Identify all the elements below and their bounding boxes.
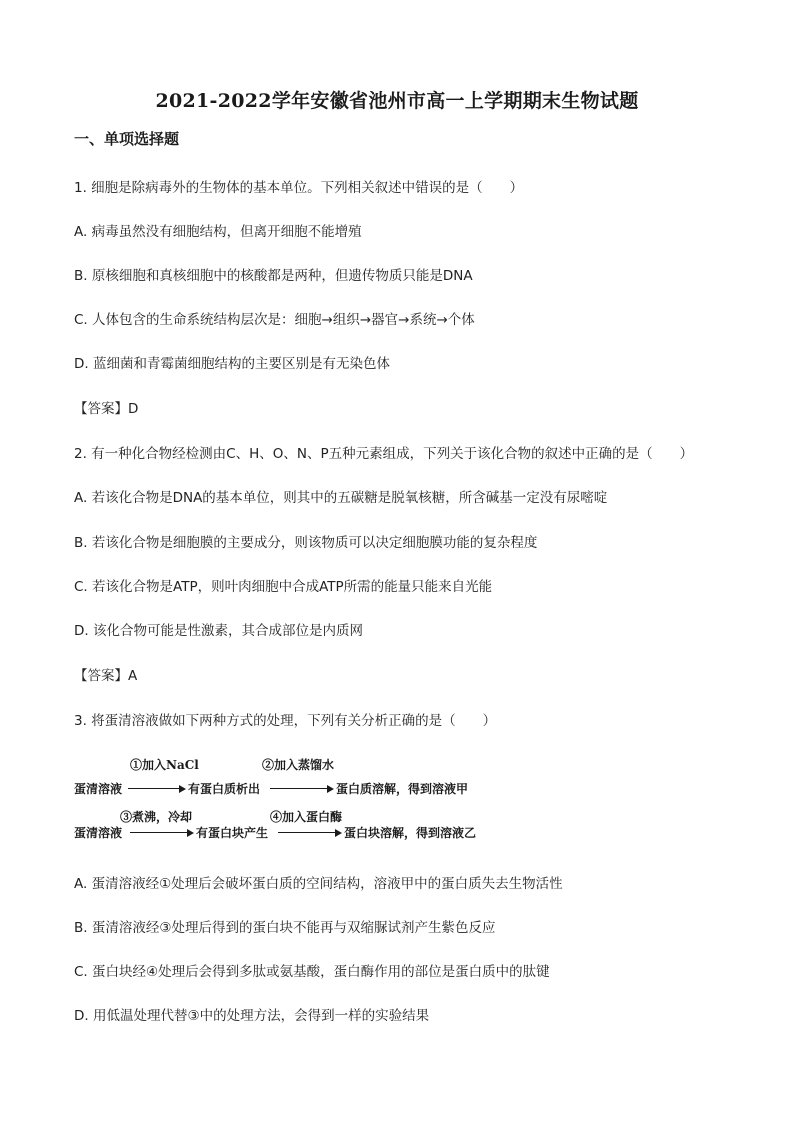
question-1-option-c: C. 人体包含的生命系统结构层次是：细胞→组织→器官→系统→个体 bbox=[74, 312, 475, 328]
question-1-option-d: D. 蓝细菌和青霉菌细胞结构的主要区别是有无染色体 bbox=[74, 356, 390, 372]
diagram-row2-arrow-2 bbox=[278, 832, 340, 833]
diagram-row1-start: 蛋清溶液 bbox=[74, 782, 123, 796]
question-3-option-d: D. 用低温处理代替③中的处理方法，会得到一样的实验结果 bbox=[74, 1008, 430, 1024]
question-2-stem: 2. 有一种化合物经检测由C、H、O、N、P五种元素组成，下列关于该化合物的叙述中正确的是（ ） bbox=[74, 446, 694, 462]
question-2-option-a: A. 若该化合物是DNA的基本单位，则其中的五碳糖是脱氧核糖，所含碱基一定没有尿嘧啶 bbox=[74, 490, 608, 506]
diagram-row2-start: 蛋清溶液 bbox=[74, 826, 123, 840]
diagram-row1-step1-label: ①加入NaCl bbox=[130, 758, 199, 772]
question-2-option-b: B. 若该化合物是细胞膜的主要成分，则该物质可以决定细胞膜功能的复杂程度 bbox=[74, 535, 538, 551]
question-2-option-c: C. 若该化合物是ATP，则叶肉细胞中合成ATP所需的能量只能来自光能 bbox=[74, 579, 493, 595]
question-1-stem: 1. 细胞是除病毒外的生物体的基本单位。下列相关叙述中错误的是（ ） bbox=[74, 180, 524, 196]
question-3-stem: 3. 将蛋清溶液做如下两种方式的处理，下列有关分析正确的是（ ） bbox=[74, 713, 497, 729]
diagram-row1-step2-label: ②加入蒸馏水 bbox=[262, 758, 335, 772]
question-1-option-b: B. 原核细胞和真核细胞中的核酸都是两种，但遗传物质只能是DNA bbox=[74, 268, 473, 284]
question-2-option-d: D. 该化合物可能是性激素，其合成部位是内质网 bbox=[74, 623, 363, 639]
question-3-option-a: A. 蛋清溶液经①处理后会破坏蛋白质的空间结构，溶液甲中的蛋白质失去生物活性 bbox=[74, 876, 563, 892]
diagram-row2-step2-label: ④加入蛋白酶 bbox=[270, 810, 343, 824]
question-1-answer: 【答案】D bbox=[74, 401, 139, 417]
diagram-row2-arrow-1 bbox=[130, 832, 192, 833]
question-1-option-a: A. 病毒虽然没有细胞结构，但离开细胞不能增殖 bbox=[74, 224, 362, 240]
diagram-row2-step1-label: ③煮沸，冷却 bbox=[120, 810, 193, 824]
diagram-row1-end: 蛋白质溶解，得到溶液甲 bbox=[336, 782, 469, 796]
document-title: 2021-2022学年安徽省池州市高一上学期期末生物试题 bbox=[155, 90, 639, 112]
question-2-answer: 【答案】A bbox=[74, 668, 138, 684]
diagram-row2-end: 蛋白块溶解，得到溶液乙 bbox=[344, 826, 477, 840]
diagram-row2-mid: 有蛋白块产生 bbox=[196, 826, 269, 840]
section-heading: 一、单项选择题 bbox=[74, 130, 180, 148]
question-3-option-b: B. 蛋清溶液经③处理后得到的蛋白块不能再与双缩脲试剂产生紫色反应 bbox=[74, 920, 496, 936]
diagram-row1-arrow-2 bbox=[270, 788, 332, 789]
diagram-row1-mid: 有蛋白质析出 bbox=[188, 782, 261, 796]
experiment-diagram bbox=[74, 756, 504, 840]
question-3-option-c: C. 蛋白块经④处理后会得到多肽或氨基酸，蛋白酶作用的部位是蛋白质中的肽键 bbox=[74, 964, 550, 980]
diagram-row1-arrow-1 bbox=[128, 788, 184, 789]
